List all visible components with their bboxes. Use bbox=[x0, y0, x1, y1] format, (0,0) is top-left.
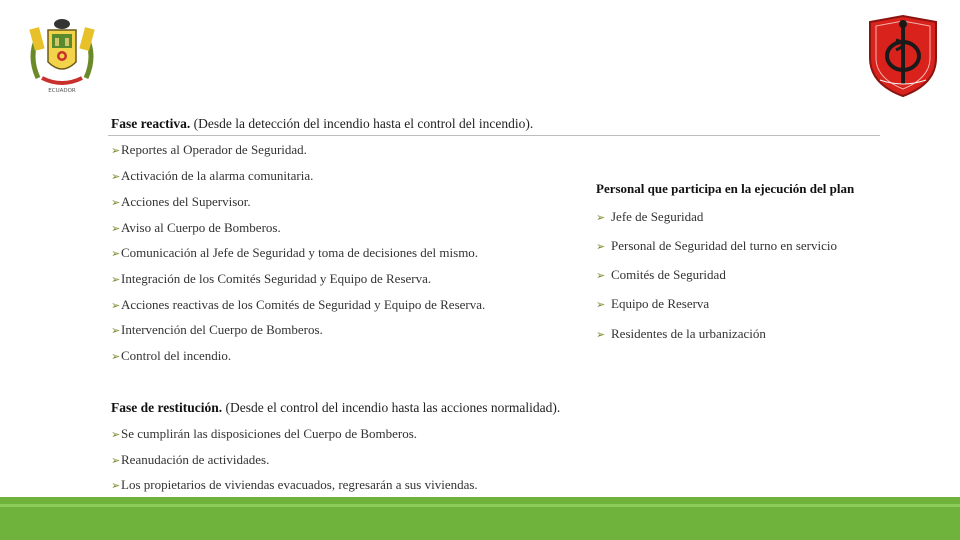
arrow-bullet-icon: ➢ bbox=[596, 211, 606, 224]
reactive-phase-subtitle: (Desde la detección del incendio hasta el control del incendio). bbox=[190, 116, 534, 131]
footer-accent-bar bbox=[0, 497, 960, 540]
list-item: ➢Aviso al Cuerpo de Bomberos. bbox=[111, 220, 281, 235]
plan-list-item: ➢ Personal de Seguridad del turno en servicio bbox=[596, 238, 837, 253]
plan-list-item: ➢ Comités de Seguridad bbox=[596, 267, 726, 282]
reactive-phase-heading bbox=[111, 116, 533, 132]
list-item: ➢Intervención del Cuerpo de Bomberos. bbox=[111, 322, 323, 337]
list-item: ➢Integración de los Comités Seguridad y Equipo de Reserva. bbox=[111, 271, 432, 286]
arrow-bullet-icon: ➢ bbox=[596, 269, 606, 282]
list-item: ➢Acciones del Supervisor. bbox=[111, 194, 251, 209]
list-item: ➢Reportes al Operador de Seguridad. bbox=[111, 142, 307, 157]
list-item: ➢Los propietarios de viviendas evacuados, regresarán a sus viviendas. bbox=[111, 477, 478, 492]
svg-text:ECUADOR: ECUADOR bbox=[48, 88, 76, 94]
arrow-bullet-icon: ➢ bbox=[111, 273, 121, 286]
arrow-bullet-icon: ➢ bbox=[111, 196, 121, 209]
restitution-phase-subtitle: (Desde el control del incendio hasta las acciones normalidad). bbox=[222, 400, 561, 415]
arrow-bullet-icon: ➢ bbox=[111, 454, 121, 467]
arrow-bullet-icon: ➢ bbox=[111, 222, 121, 235]
arrow-bullet-icon: ➢ bbox=[596, 240, 606, 253]
arrow-bullet-icon: ➢ bbox=[596, 328, 606, 341]
list-item: ➢Comunicación al Jefe de Seguridad y toma de decisiones del mismo. bbox=[111, 245, 479, 260]
red-shield-emblem-icon bbox=[866, 14, 940, 98]
restitution-phase-heading bbox=[111, 400, 560, 416]
plan-list-item: ➢ Residentes de la urbanización bbox=[596, 326, 766, 341]
list-item: ➢Se cumplirán las disposiciones del Cuerpo de Bomberos. bbox=[111, 426, 418, 441]
arrow-bullet-icon: ➢ bbox=[111, 324, 121, 337]
arrow-bullet-icon: ➢ bbox=[596, 298, 606, 311]
list-item: ➢Activación de la alarma comunitaria. bbox=[111, 168, 314, 183]
arrow-bullet-icon: ➢ bbox=[111, 479, 121, 492]
divider bbox=[108, 135, 880, 136]
reactive-phase-title: Fase reactiva. bbox=[111, 116, 191, 131]
list-item: ➢Control del incendio. bbox=[111, 348, 232, 363]
plan-list-item: ➢ Equipo de Reserva bbox=[596, 296, 710, 311]
footer-stripe bbox=[0, 504, 960, 507]
plan-personnel-title: Personal que participa en la ejecución del plan bbox=[596, 181, 855, 196]
arrow-bullet-icon: ➢ bbox=[111, 170, 121, 183]
list-item: ➢Reanudación de actividades. bbox=[111, 452, 270, 467]
arrow-bullet-icon: ➢ bbox=[111, 299, 121, 312]
plan-list-item: ➢ Jefe de Seguridad bbox=[596, 209, 704, 224]
arrow-bullet-icon: ➢ bbox=[111, 350, 121, 363]
restitution-phase-title: Fase de restitución. bbox=[111, 400, 223, 415]
list-item: ➢Acciones reactivas de los Comités de Seguridad y Equipo de Reserva. bbox=[111, 297, 486, 312]
arrow-bullet-icon: ➢ bbox=[111, 247, 121, 260]
ecuador-crest-icon bbox=[24, 16, 100, 100]
arrow-bullet-icon: ➢ bbox=[111, 144, 121, 157]
arrow-bullet-icon: ➢ bbox=[111, 428, 121, 441]
